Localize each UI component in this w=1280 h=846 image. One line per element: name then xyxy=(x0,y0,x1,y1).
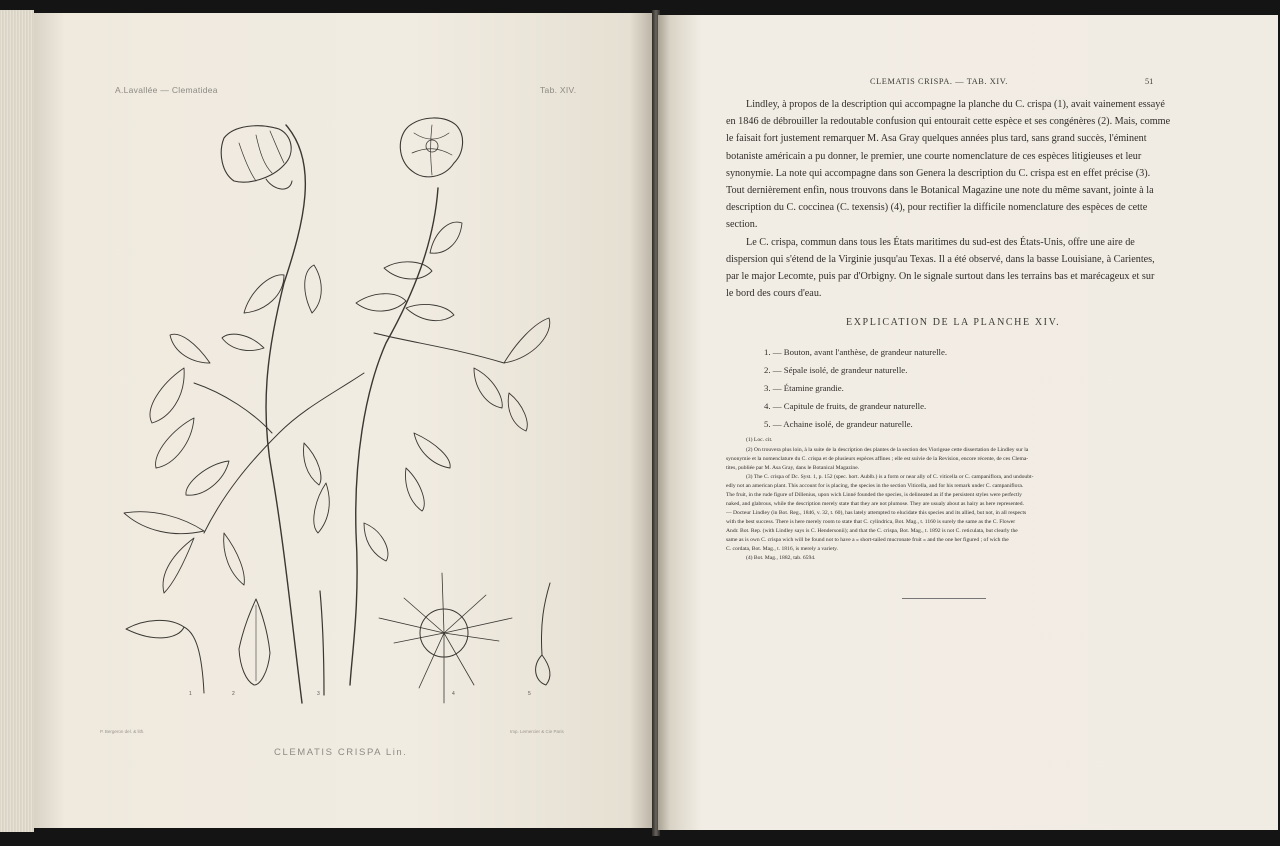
footnote-line: (3) The C. crispa of Dc. Syst. 1, p. 152 (spec. hort. Aublb.) is a form or near ally of C. viticella or C. campaniflora, and undoubt- xyxy=(746,474,1034,480)
plate-header-right: Tab. XIV. xyxy=(540,85,577,95)
text-line: section. xyxy=(726,219,758,230)
plate-caption: CLEMATIS CRISPA Lin. xyxy=(274,747,408,758)
text-line: le bord des cours d'eau. xyxy=(726,288,822,299)
footnote-line: naked, and glabrous, while the description merely state that they are not plumose. They are usualy about as hairy as here represented. xyxy=(726,501,1024,507)
text-line: synonymie. La note qui accompagne dans son Genera la description du C. crispa est en effet précise (3). xyxy=(726,168,1151,179)
plate-header-left: A.Lavallée — Clematidea xyxy=(115,85,218,95)
end-rule xyxy=(902,598,986,599)
text-line: description du C. coccinea (C. texensis) (4), pour rectifier la difficile nomenclature des espèces de cette xyxy=(726,202,1148,213)
botanical-illustration xyxy=(34,13,654,828)
text-line: par le major Lecomte, puis par d'Orbigny. On le signale surtout dans les terrains bas et marécageux et sur xyxy=(726,271,1155,282)
text-line: dispersion qui s'étend de la Virginie jusqu'au Texas. Il a été observé, dans la basse Louisiane, à Carientes, xyxy=(726,254,1155,265)
figure-number-5: 5 xyxy=(528,691,531,697)
figure-number-3: 3 xyxy=(317,691,320,697)
footnote-line: (1) Loc. cit. xyxy=(746,437,773,443)
footnote-line: synonymie et la nomenclature du C. crispa et de plusieurs espèces affines ; elle est suivie de la Revision, encore récente, de ces Clema- xyxy=(726,456,1029,462)
text-line: en 1846 de débrouiller la redoutable confusion qui entourait cette espèce et ses congénères (2). Mais, comme xyxy=(726,116,1171,127)
explication-item: 5. — Achaine isolé, de grandeur naturelle. xyxy=(764,419,913,429)
figure-number-2: 2 xyxy=(232,691,235,697)
footnote-line: (4) Bot. Mag., 1882, tab. 6594. xyxy=(746,555,816,561)
text-line: botaniste américain a pu donner, le premier, une courte nomenclature de ces espèces litigieuses et leur xyxy=(726,151,1142,162)
footnote-line: same as is own C. crispa wich will be found not to have a « short-tailed mucronate fruit » and the one her figured ; of wich the xyxy=(726,537,1009,543)
running-head: CLEMATIS CRISPA. — TAB. XIV. xyxy=(870,77,1008,86)
text-line: Tout dernièrement enfin, nous trouvons dans le Botanical Magazine une note du même savant, jointe à la xyxy=(726,185,1154,196)
footnote-line: with the best success. There is here merely room to state that C. cylindrica, Bot. Mag., t. 1160 is surely the same as the C. Flower xyxy=(726,519,1016,525)
plate-page xyxy=(34,13,654,828)
explication-item: 1. — Bouton, avant l'anthèse, de grandeur naturelle. xyxy=(764,347,948,357)
text-line: Lindley, à propos de la description qui accompagne la planche du C. crispa (1), avait vainement essayé xyxy=(746,99,1165,110)
footnote-line: edly not an american plant. This account for is placing, the species in the section Viticella, and for his remark under C. campaniflora. xyxy=(726,483,1024,489)
footnote-line: (2) On trouvera plus loin, à la suite de la description des plantes de la section des Viorigeae cette dissertation de Lindley sur la xyxy=(746,447,1029,453)
footnote-line: C. cordata, Bot. Mag., t. 1816, is merely a variety. xyxy=(726,546,838,552)
footnote-line: tites, publiée par M. Asa Gray, dans le Botanical Magazine. xyxy=(726,465,860,471)
figure-number-4: 4 xyxy=(452,691,455,697)
explication-item: 2. — Sépale isolé, de grandeur naturelle. xyxy=(764,365,908,375)
figure-number-1: 1 xyxy=(189,691,192,697)
text-page xyxy=(658,15,1278,830)
text-line: le faisait fort justement remarquer M. Asa Gray quelques années plus tard, sans grand succès, l'éminent xyxy=(726,133,1147,144)
text-line: Le C. crispa, commun dans tous les États maritimes du sud-est des États-Unis, offre une aire de xyxy=(746,237,1135,248)
book-page-edges xyxy=(0,10,34,832)
page-number: 51 xyxy=(1145,77,1154,86)
explication-item: 4. — Capitule de fruits, de grandeur naturelle. xyxy=(764,401,927,411)
plate-credit-left: P. Bergeron del. & lith. xyxy=(100,729,145,734)
footnote-line: Andr. Bot. Rep. (with Lindley says is C. Hendersonii); and that the C. crispa, Bot. Mag., t. 1892 is not C. reticulata, but clearly the xyxy=(726,528,1018,534)
footnote-line: — Docteur Lindley (in Bot. Reg., 1846, v. 32, t. 60), has lately attempted to elucidate this species and its allied, but not, in all respects xyxy=(726,510,1027,516)
plate-credit-right: Imp. Lemercier & Cie Paris xyxy=(510,729,564,734)
explication-item: 3. — Étamine grandie. xyxy=(764,383,844,393)
explication-title: EXPLICATION DE LA PLANCHE XIV. xyxy=(846,317,1061,328)
footnote-line: The fruit, in the rude figure of Dillenius, upon wich Linné founded the species, is delineated as if the persistent styles were perfectly xyxy=(726,492,1022,498)
